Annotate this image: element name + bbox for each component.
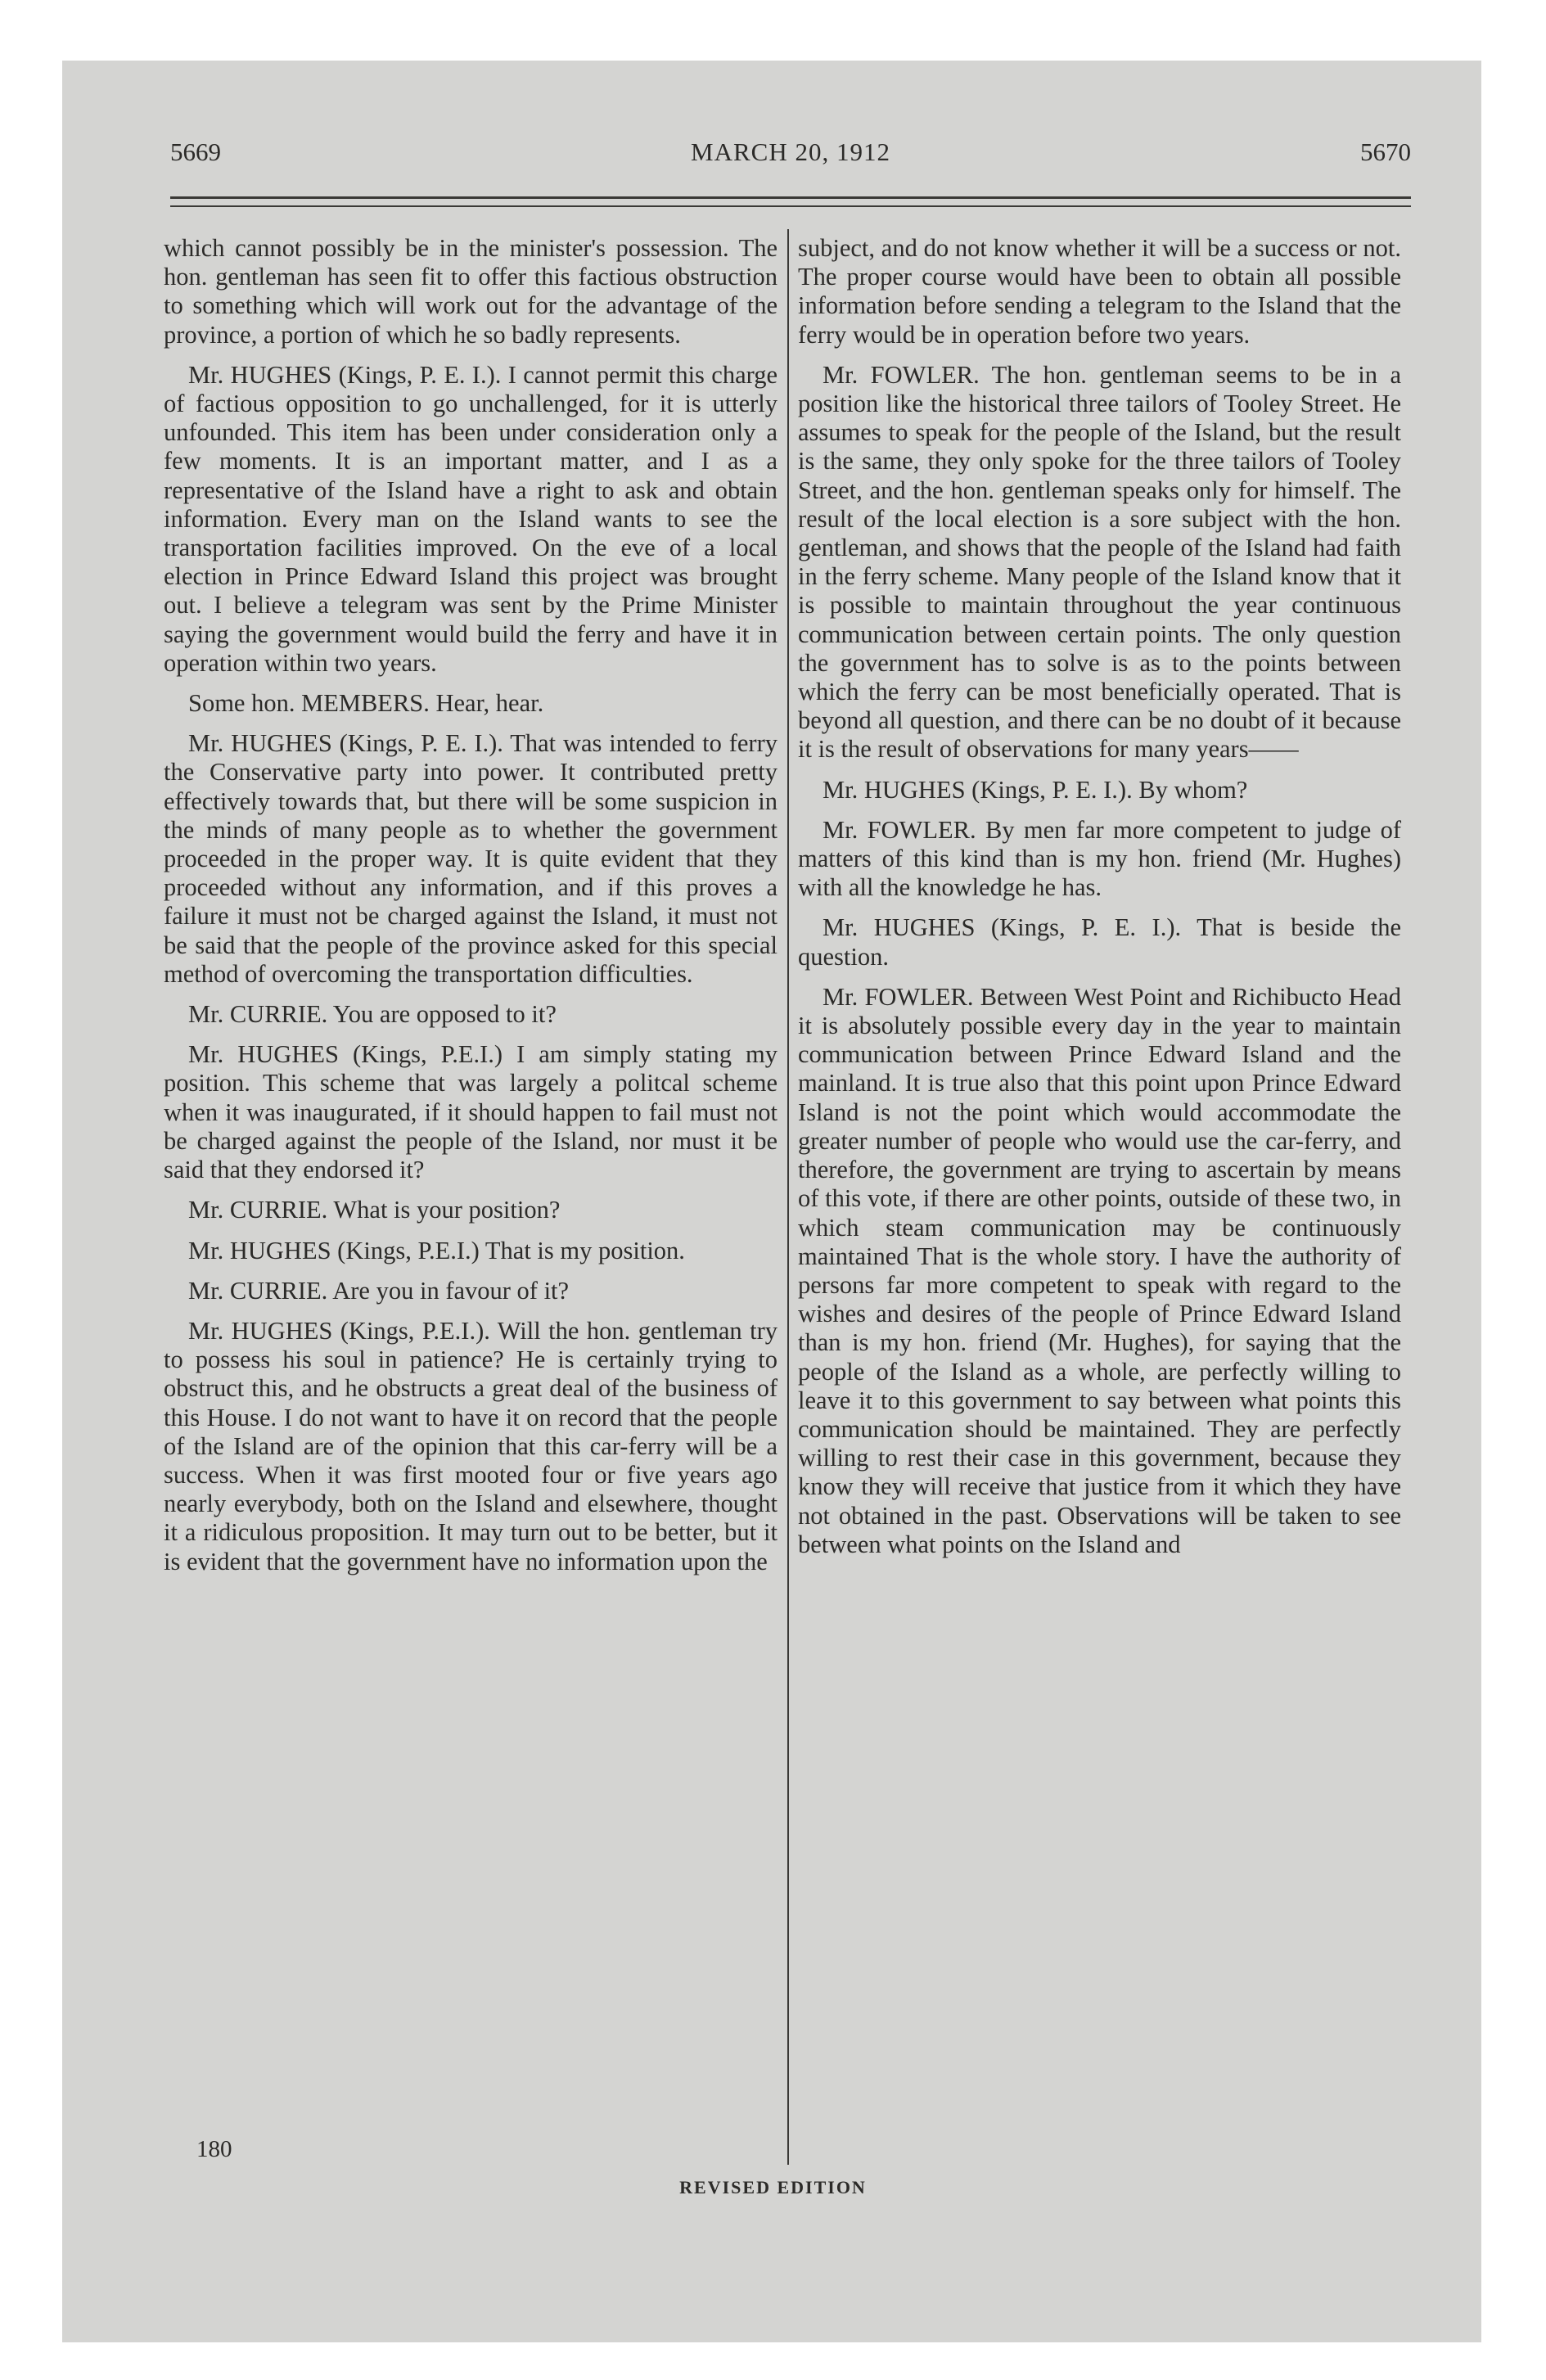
edition-label: REVISED EDITION: [679, 2177, 867, 2197]
page-number-left: 5669: [170, 137, 221, 166]
left-column: [164, 234, 778, 1588]
paragraph: which cannot possibly be in the minister's possession. The hon. gentleman has seen fit to offer this factious obstruction to something which will work out for the advantage of the province, a portion of which he so badly represents.: [164, 234, 778, 349]
paragraph: subject, and do not know whether it will be a success or not. The proper course would have been to obtain all possible information before sending a telegram to the Island that the ferry would be in operation before two years.: [798, 234, 1401, 349]
paragraph: Mr. HUGHES (Kings, P.E.I.). Will the hon. gentleman try to possess his soul in patience? He is certainly trying to obstruct this, and he obstructs a great deal of the business of this House. I do not want to have it on record that the people of the Island are of the opinion that this car-ferry will be a success. When it was first mooted four or five years ago nearly everybody, both on the Island and elsewhere, thought it a ridiculous proposition. It may turn out to be better, but it is evident that the government have no information upon the: [164, 1316, 778, 1575]
paragraph: Mr. HUGHES (Kings, P.E.I.) I am simply stating my position. This scheme that was largely a politcal scheme when it was inaugurated, if it should happen to fail must not be charged against the people of the Island, nor must it be said that they endorsed it?: [164, 1040, 778, 1184]
paragraph: Mr. CURRIE. Are you in favour of it?: [188, 1276, 570, 1305]
right-column: [798, 234, 1401, 1571]
column-divider: [787, 229, 789, 2165]
paragraph: Mr. CURRIE. What is your position?: [188, 1196, 561, 1224]
page-date-title: MARCH 20, 1912: [691, 137, 890, 166]
header-rule-bottom: [170, 205, 1411, 207]
paragraph: Mr. HUGHES (Kings, P. E. I.). I cannot permit this charge of factious opposition to go unchallenged, for it is utterly unfounded. This item has been under consideration only a few moments. It is an important matter, and I as a representative of the Island have a right to ask and obtain information. Every man on the Island wants to see the transportation facilities improved. On the eve of a local election in Prince Edward Island this project was brought out. I believe a telegram was sent by the Prime Minister saying the government would build the ferry and have it in operation within two years.: [164, 360, 778, 677]
header-rule-top: [170, 196, 1411, 199]
paragraph: Mr. HUGHES (Kings, P.E.I.) That is my position.: [188, 1236, 685, 1264]
paragraph: Mr. FOWLER. The hon. gentleman seems to be in a position like the historical three tailors of Tooley Street. He assumes to speak for the people of the Island, but the result is the same, they only spoke for the three tailors of Tooley Street, and the hon. gentleman speaks only for himself. The result of the local election is a sore subject with the hon. gentleman, and shows that the people of the Island had faith in the ferry scheme. Many people of the Island know that it is possible to maintain throughout the year continuous communication between certain points. The only question the government has to solve is as to the points between which the ferry can be most beneficially operated. That is beyond all question, and there can be no doubt of it because it is the result of observations for many years——: [798, 360, 1401, 764]
paragraph: Mr. HUGHES (Kings, P. E. I.). By whom?: [823, 775, 1248, 804]
folio-number: 180: [196, 2136, 232, 2162]
paragraph: Mr. HUGHES (Kings, P. E. I.). That was intended to ferry the Conservative party into power. It contributed pretty effectively towards that, but there will be some suspicion in the minds of many people as to whether the government proceeded in the proper way. It is quite evident that they proceeded without any information, and if this proves a failure it must not be charged against the Island, it must not be said that the people of the province asked for this special method of overcoming the transportation difficulties.: [164, 729, 778, 988]
paragraph: Mr. FOWLER. By men far more competent to judge of matters of this kind than is my hon. friend (Mr. Hughes) with all the knowledge he has.: [798, 815, 1401, 902]
paragraph: Mr. CURRIE. You are opposed to it?: [188, 1000, 557, 1029]
paragraph: Mr. HUGHES (Kings, P. E. I.). That is beside the question.: [798, 913, 1401, 971]
paragraph: Mr. FOWLER. Between West Point and Richibucto Head it is absolutely possible every day in the year to maintain communication between Prince Edward Island and the mainland. It is true also that this point upon Prince Edward Island is not the point which would accommodate the greater number of people who would use the car-ferry, and therefore, the government are trying to ascertain by means of this vote, if there are other points, outside of these two, in which steam communication may be continuously maintained That is the whole story. I have the authority of persons far more competent to speak with regard to the wishes and desires of the people of Prince Edward Island than is my hon. friend (Mr. Hughes), for saying that the people of the Island as a whole, are perfectly willing to leave it to this government to say between what points this communication should be maintained. They are perfectly willing to rest their case in this government, because they know they will receive that justice from it which they have not obtained in the past. Observations will be taken to see between what points on the Island and: [798, 982, 1401, 1558]
paragraph: Some hon. MEMBERS. Hear, hear.: [188, 689, 544, 718]
page-header: [170, 137, 1411, 178]
page-number-right: 5670: [1360, 137, 1411, 166]
